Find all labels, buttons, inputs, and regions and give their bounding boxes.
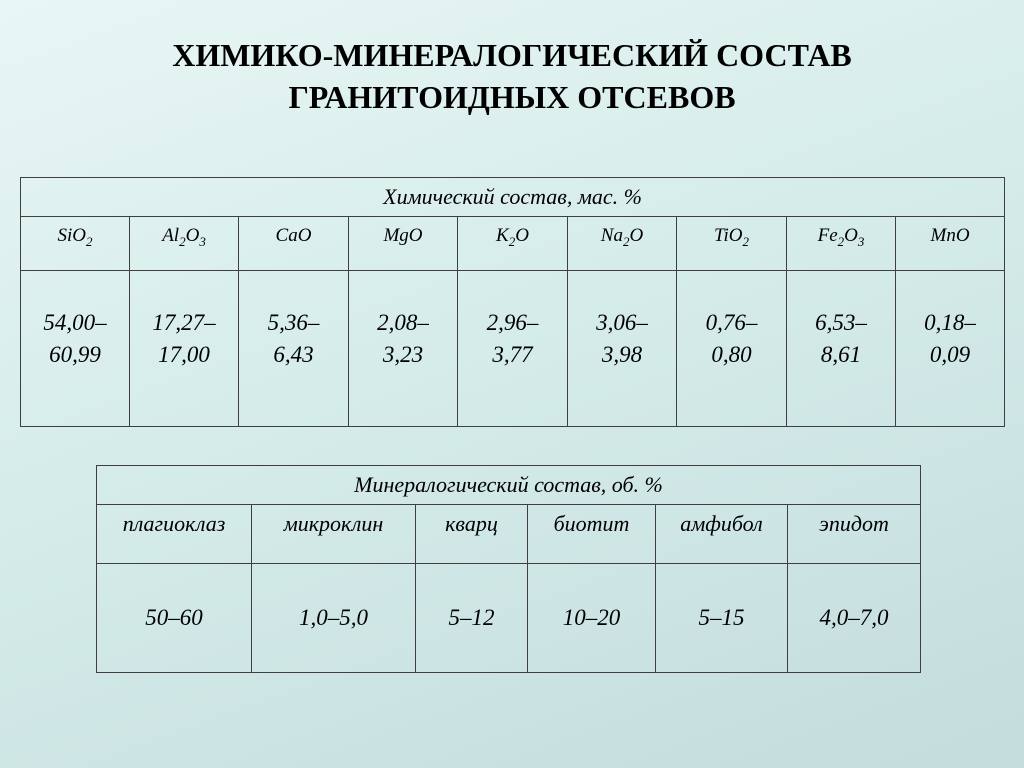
mineral-header-cell: кварц [416,505,528,564]
formula-subscript: 2 [742,233,750,249]
chemical-value-cell [458,271,568,427]
mineral-header-cell: биотит [528,505,656,564]
chemical-value-row [21,271,1005,427]
formula-text: Na [600,225,623,246]
title-line-1: ХИМИКО-МИНЕРАЛОГИЧЕСКИЙ СОСТАВ [172,37,852,73]
value-line: 3,06– [596,309,648,335]
value-line: 3,23 [382,341,424,367]
value-line: 2,96– [486,309,539,335]
chemical-value-cell [349,271,458,427]
formula-text: O [515,225,529,246]
formula-subscript: 3 [199,233,206,249]
chemical-header-cell [677,217,787,271]
value-line: 17,00 [158,341,210,367]
mineral-header-cell: микроклин [252,505,416,564]
chemical-header-cell [458,217,568,271]
value-line: 5,36– [267,309,320,335]
mineral-value-cell: 1,0–5,0 [252,564,416,673]
formula-text: SiO [57,225,86,246]
value-line: 0,09 [929,341,971,367]
mineral-value-row [97,564,921,673]
formula-text: K [496,225,509,246]
value-line: 60,99 [49,341,101,367]
value-line: 0,80 [711,341,752,367]
mineral-value-cell: 50–60 [97,564,252,673]
formula-subscript: 3 [857,233,865,249]
formula-text: O [844,225,858,246]
value-line: 8,61 [820,341,862,367]
chemical-value-cell [896,271,1005,427]
chemical-value-cell [677,271,787,427]
mineral-table-caption: Минералогический состав, об. % [97,466,921,505]
chemical-header-cell [21,217,130,271]
formula-subscript: 2 [508,233,516,249]
value-line: 54,00– [43,309,107,335]
mineral-value-cell: 4,0–7,0 [788,564,921,673]
chemical-value-cell [21,271,130,427]
formula-text: TiO [713,225,743,246]
chemical-header-cell [896,217,1005,271]
chemical-header-cell [239,217,349,271]
formula-subscript: 2 [837,233,845,249]
chemical-composition-table [20,177,1005,427]
value-line: 0,76– [705,309,758,335]
mineral-composition-table [96,465,921,673]
formula-subscript: 2 [179,233,186,249]
chemical-value-cell [568,271,677,427]
page-title [0,34,1024,118]
chemical-header-row [21,217,1005,271]
formula-subscript: 2 [86,233,93,249]
title-line-2: ГРАНИТОИДНЫХ ОТСЕВОВ [288,79,736,115]
formula-text: Al [162,225,180,246]
mineral-header-cell: эпидот [788,505,921,564]
chemical-table-caption: Химический состав, мас. % [21,178,1005,217]
formula-text: MnO [930,225,970,246]
chemical-header-cell [787,217,896,271]
formula-text: CaO [275,225,312,246]
mineral-value-cell: 10–20 [528,564,656,673]
chemical-header-cell [130,217,239,271]
formula-text: MgO [383,225,423,246]
chemical-value-cell [787,271,896,427]
value-line: 0,18– [924,309,976,335]
chemical-header-cell [568,217,677,271]
formula-text: O [185,225,200,246]
mineral-header-cell: плагиоклаз [97,505,252,564]
chemical-value-cell [130,271,239,427]
mineral-header-row [97,505,921,564]
value-line: 6,53– [815,309,867,335]
value-line: 17,27– [152,309,216,335]
formula-text: Fe [817,225,838,246]
mineral-value-cell: 5–15 [656,564,788,673]
formula-subscript: 2 [622,233,630,249]
mineral-value-cell: 5–12 [416,564,528,673]
chemical-header-cell [349,217,458,271]
chemical-value-cell [239,271,349,427]
mineral-header-cell: амфибол [656,505,788,564]
value-line: 2,08– [377,309,429,335]
formula-text: O [629,225,644,246]
value-line: 3,77 [492,341,533,367]
value-line: 3,98 [601,341,643,367]
value-line: 6,43 [273,341,314,367]
